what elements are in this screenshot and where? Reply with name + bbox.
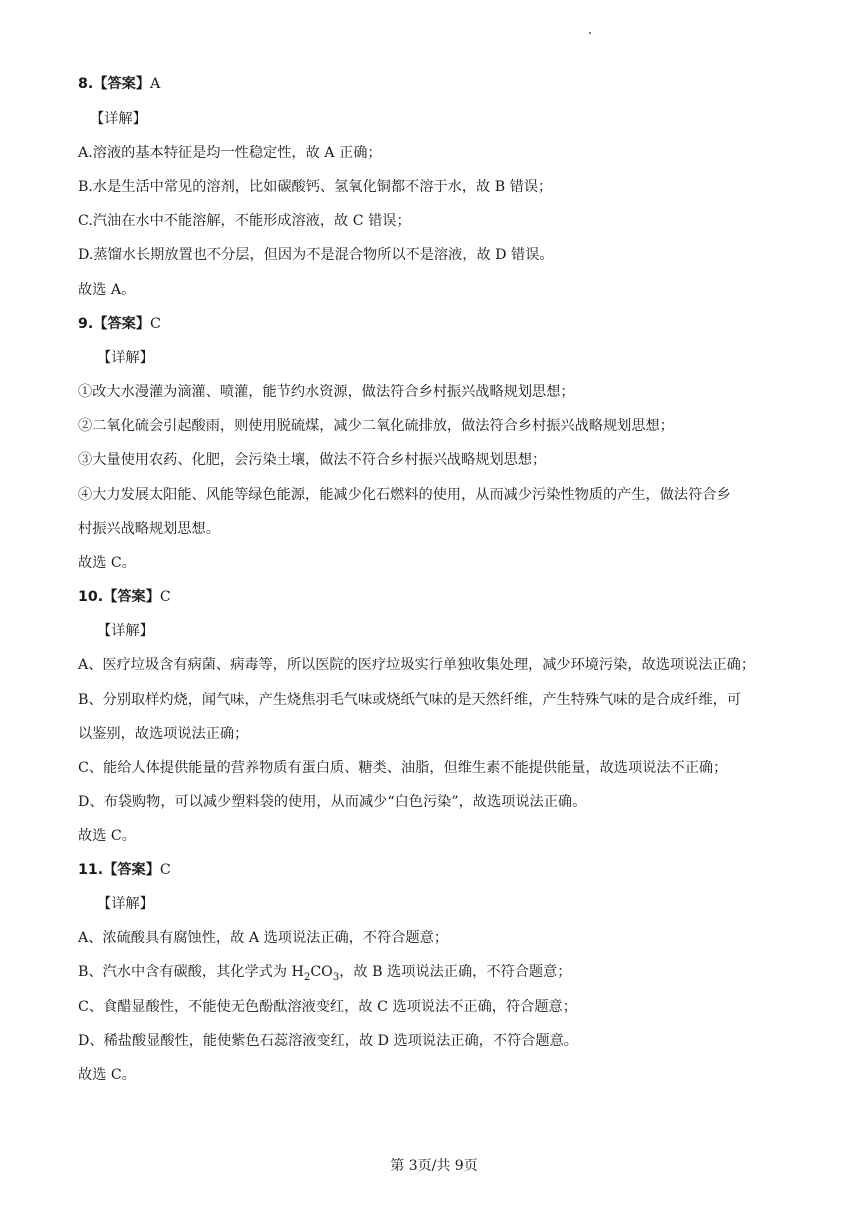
q8-answer-value: A (150, 76, 161, 92)
q11-line2-text-before: B、汽水中含有碳酸，其化学式为 H (78, 964, 304, 980)
q11-detail-tag: 【详解】 (97, 896, 154, 912)
q11-number: 11. (78, 862, 104, 878)
q8-line: B.水是生活中常见的溶剂，比如碳酸钙、氢氧化铜都不溶于水，故 B 错误； (78, 179, 553, 195)
q10-line: D、布袋购物，可以减少塑料袋的使用，从而减少“白色污染”，故选项说法正确。 (78, 794, 587, 810)
scan-mark (589, 32, 591, 34)
q9-line: ③大量使用农药、化肥，会污染土壤，做法不符合乡村振兴战略规划思想； (78, 452, 547, 468)
page-number-footer: 第 3页/共 9页 (390, 1158, 478, 1174)
q10-line: A、医疗垃圾含有病菌、病毒等，所以医院的医疗垃圾实行单独收集处理，减少环境污染，故选项说法正确； (78, 657, 756, 673)
q9-line: 村振兴战略规划思想。 (78, 521, 220, 537)
q10-answer-value: C (159, 589, 171, 605)
q9-answer-heading (78, 314, 161, 334)
formula-subscript: 2 (303, 971, 311, 983)
q9-detail-tag: 【详解】 (97, 350, 154, 366)
q10-detail-tag: 【详解】 (97, 623, 154, 639)
q10-line: 以鉴别，故选项说法正确； (78, 726, 249, 742)
q10-conclusion: 故选 C。 (78, 828, 136, 844)
q11-line-formula (78, 962, 571, 982)
q11-line: A、浓硫酸具有腐蚀性，故 A 选项说法正确，不符合题意； (78, 930, 449, 946)
q9-answer-tag: 【答案】 (93, 316, 151, 332)
q9-conclusion: 故选 C。 (78, 555, 136, 571)
q8-line: C.汽油在水中不能溶解，不能形成溶液，故 C 错误； (78, 213, 411, 229)
q11-answer-tag: 【答案】 (103, 862, 160, 878)
q11-answer-value: C (159, 862, 171, 878)
q9-line: ④大力发展太阳能、风能等绿色能源，能减少化石燃料的使用，从而减少污染性物质的产生，做法符合乡 (78, 487, 731, 503)
q8-detail-tag: 【详解】 (90, 111, 147, 127)
q10-line: B、分别取样灼烧，闻气味，产生烧焦羽毛气味或烧纸气味的是天然纤维，产生特殊气味的是合成纤维，可 (78, 692, 742, 708)
q8-number: 8. (78, 76, 94, 92)
q11-line: D、稀盐酸显酸性，能使紫色石蕊溶液变红，故 D 选项说法正确，不符合题意。 (78, 1033, 578, 1049)
q8-conclusion: 故选 A。 (78, 282, 136, 298)
q9-number: 9. (78, 316, 94, 332)
formula-subscript: 3 (332, 971, 340, 983)
q10-line: C、能给人体提供能量的营养物质有蛋白质、糖类、油脂，但维生素不能提供能量，故选项说法不正确； (78, 760, 728, 776)
q11-answer-heading (78, 860, 171, 880)
q10-answer-tag: 【答案】 (103, 589, 160, 605)
q8-answer-heading (78, 74, 160, 94)
q9-answer-value: C (150, 316, 161, 332)
q10-answer-heading (78, 587, 171, 607)
q9-line: ①改大水漫灌为滴灌、喷灌，能节约水资源，做法符合乡村振兴战略规划思想； (78, 384, 575, 400)
q9-line: ②二氧化硫会引起酸雨，则使用脱硫煤，减少二氧化硫排放，做法符合乡村振兴战略规划思想； (78, 418, 674, 434)
q8-line: D.蒸馏水长期放置也不分层，但因为不是混合物所以不是溶液，故 D 错误。 (78, 247, 554, 263)
q8-answer-tag: 【答案】 (93, 76, 151, 92)
q11-line2-text-after: ，故 B 选项说法正确，不符合题意； (339, 964, 572, 980)
q10-number: 10. (78, 589, 104, 605)
q11-conclusion: 故选 C。 (78, 1067, 136, 1083)
q11-line: C、食醋显酸性，不能使无色酚酞溶液变红，故 C 选项说法不正确，符合题意； (78, 999, 577, 1015)
q8-line: A.溶液的基本特征是均一性稳定性，故 A 正确； (78, 145, 382, 161)
formula-co: CO (310, 964, 333, 980)
